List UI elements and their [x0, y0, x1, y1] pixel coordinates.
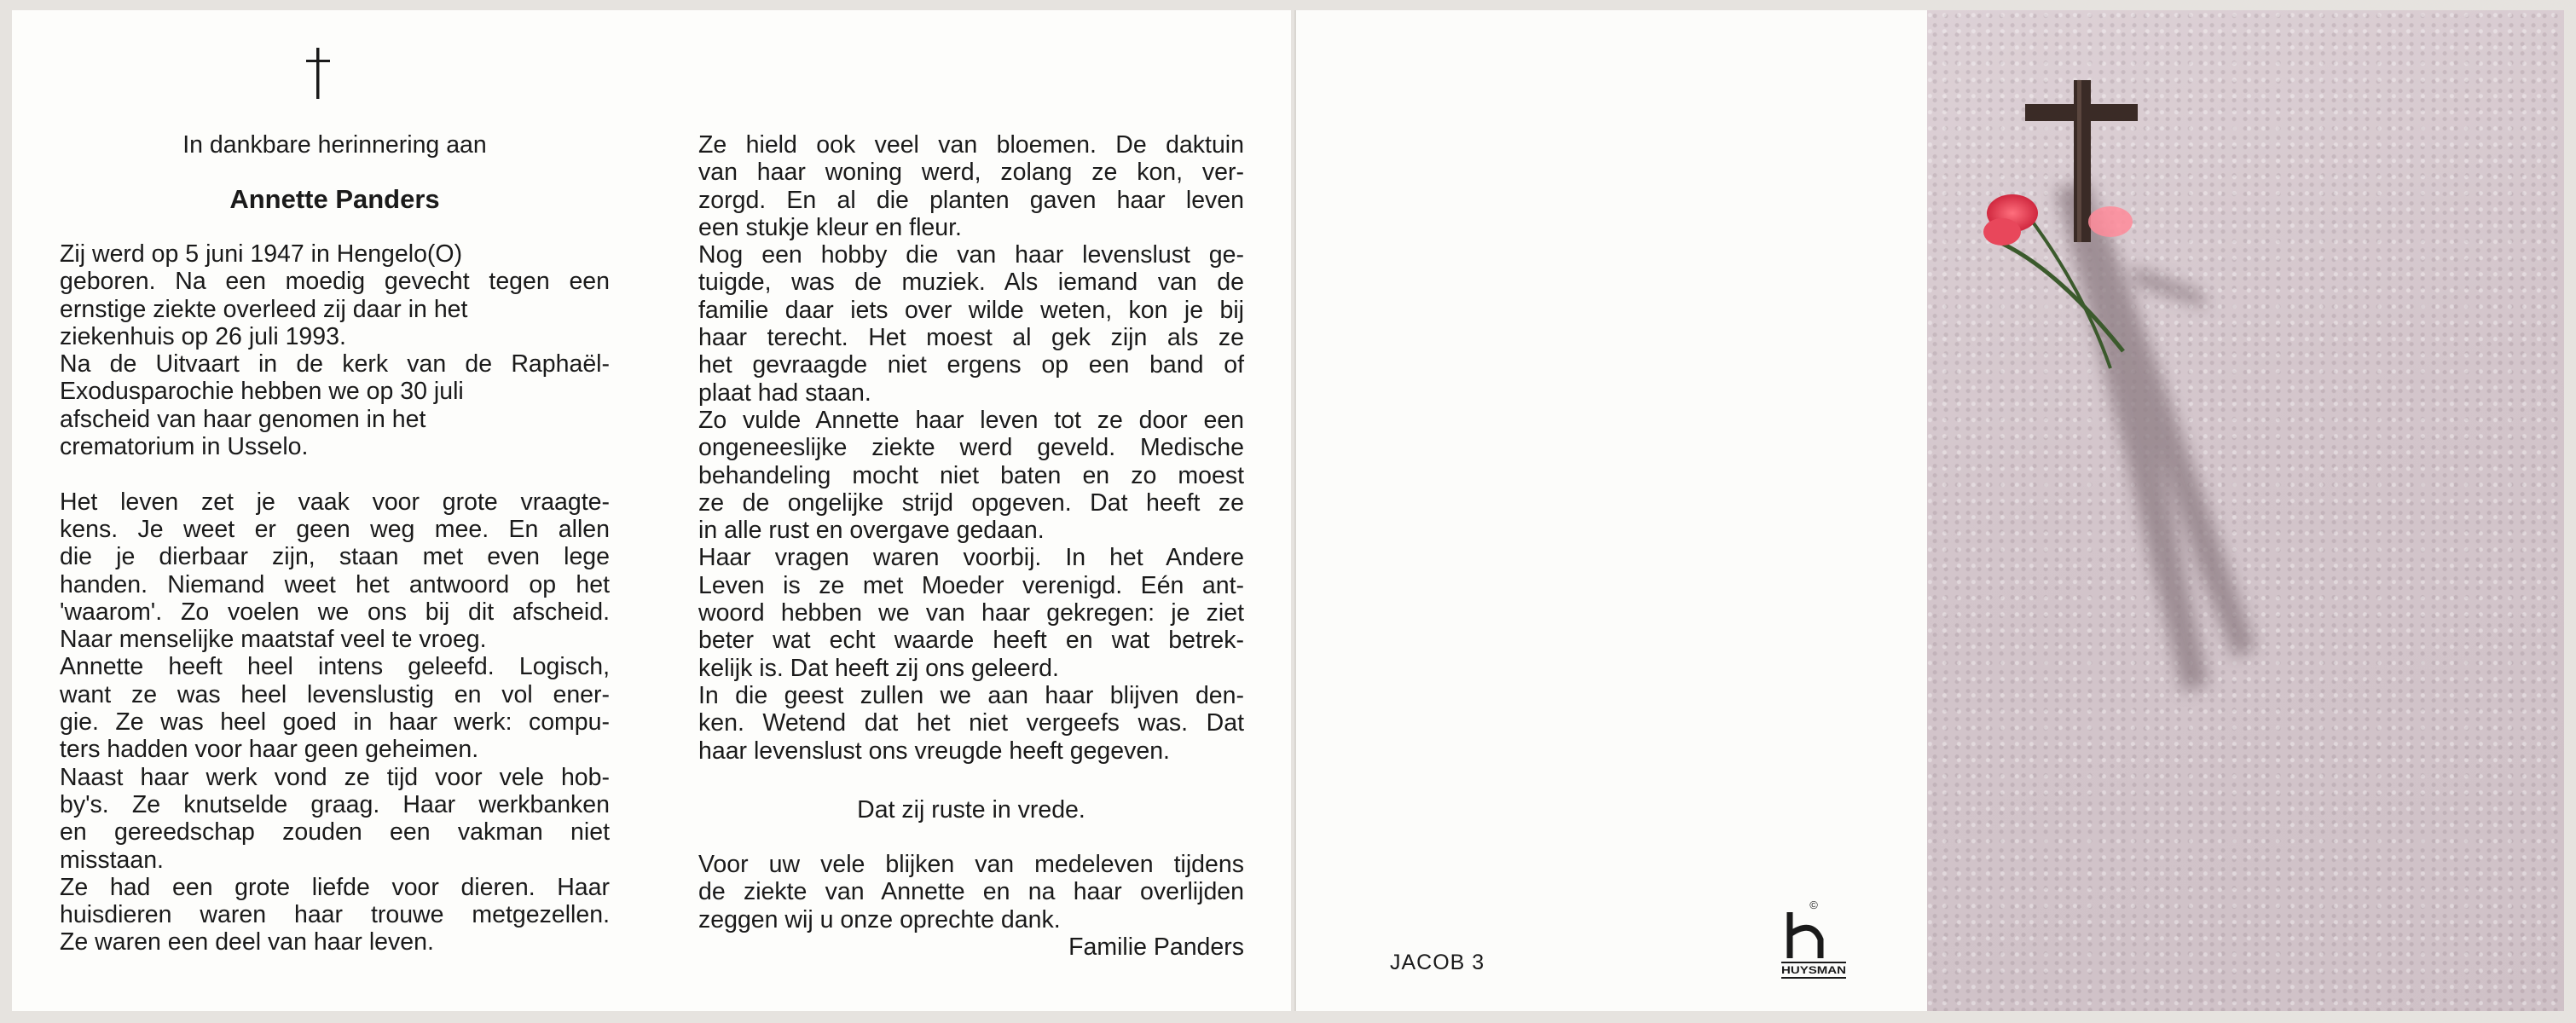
obituary-line: die je dierbaar zijn, staan met even lege: [60, 543, 610, 571]
obituary-line: woord hebben we van haar gekregen: je ziet: [698, 599, 1244, 627]
obituary-line: Leven is ze met Moeder verenigd. Eén ant-: [698, 571, 1244, 599]
cross-and-flower-photo: [1927, 10, 2564, 1011]
obituary-line: huisdieren waren haar trouwe metgezellen.: [60, 901, 610, 929]
obituary-line: van haar woning werd, zolang ze kon, ver-: [698, 159, 1244, 187]
memorial-card-inside: [12, 10, 1291, 1011]
thanks-line: de ziekte van Annette en na haar overlijden: [698, 878, 1244, 906]
obituary-line: ongeneeslijke ziekte werd geveld. Medische: [698, 434, 1244, 462]
obituary-line: Haar vragen waren voorbij. In het Andere: [698, 544, 1244, 572]
obituary-line: Naast haar werk vond ze tijd voor vele hob-: [60, 763, 610, 791]
dedication-intro: In dankbare herinnering aan: [182, 131, 487, 159]
obituary-line: want ze was heel levenslustig en vol ener-: [60, 680, 610, 708]
obituary-line: ze de ongelijke strijd opgeven. Dat heeft ze: [698, 488, 1244, 517]
deceased-name: Annette Panders: [229, 184, 440, 214]
obituary-line: een stukje kleur en fleur.: [698, 213, 962, 241]
obituary-line: gie. Ze was heel goed in haar werk: compu-: [60, 708, 610, 737]
obituary-line: afscheid van haar genomen in het: [60, 405, 426, 433]
obituary-line: ters hadden voor haar geen geheimen.: [60, 736, 479, 764]
thanks-line: zeggen wij u onze oprechte dank.: [698, 905, 1061, 933]
obituary-column-1: [60, 240, 610, 957]
svg-text:©: ©: [1809, 899, 1818, 911]
obituary-line: en gereedschap zouden een vakman niet: [60, 818, 610, 847]
obituary-line: Ze hield ook veel van bloemen. De daktuin: [698, 131, 1244, 159]
obituary-line: crematorium in Usselo.: [60, 433, 309, 461]
obituary-line: haar levenslust ons vreugde heeft gegeven.: [698, 737, 1170, 765]
obituary-line: 'waarom'. Zo voelen we ons bij dit afscheid.: [60, 598, 610, 626]
obituary-line: Het leven zet je vaak voor grote vraagte-: [60, 488, 610, 516]
obituary-line: Zij werd op 5 juni 1947 in Hengelo(O): [60, 240, 463, 268]
obituary-line: Nog een hobby die van haar levenslust ge-: [698, 241, 1244, 269]
obituary-line: Na de Uitvaart in de kerk van de Raphaël-: [60, 350, 610, 379]
obituary-line: Zo vulde Annette haar leven tot ze door een: [698, 406, 1244, 434]
obituary-line: Naar menselijke maatstaf veel te vroeg.: [60, 626, 487, 654]
rest-in-peace-line: Dat zij ruste in vrede.: [857, 796, 1085, 824]
obituary-column-2: [698, 131, 1244, 765]
obituary-line: ernstige ziekte overleed zij daar in het: [60, 295, 468, 323]
memorial-card-outside: [1296, 10, 2564, 1011]
obituary-line: Ze had een grote liefde voor dieren. Haar: [60, 873, 610, 901]
obituary-line: haar terecht. Het moest al gek zijn als ze: [698, 324, 1244, 352]
obituary-line: plaat had staan.: [698, 379, 871, 407]
obituary-line: in alle rust en overgave gedaan.: [698, 517, 1045, 545]
obituary-line: ken. Wetend dat het niet vergeefs was. Dat: [698, 709, 1244, 737]
obituary-line: het gevraagde niet ergens op een band of: [698, 351, 1244, 379]
cross-icon: [298, 46, 339, 101]
obituary-line: behandeling mocht niet baten en zo moest: [698, 461, 1244, 489]
obituary-line: familie daar iets over wilde weten, kon je bij: [698, 296, 1244, 324]
svg-text:HUYSMAN: HUYSMAN: [1781, 964, 1846, 976]
obituary-line: ziekenhuis op 26 juli 1993.: [60, 322, 346, 350]
obituary-line: Exodusparochie hebben we op 30 juli: [60, 378, 464, 406]
cover-photo-wall: [1927, 10, 2564, 1011]
obituary-line: kelijk is. Dat heeft zij ons geleerd.: [698, 654, 1059, 682]
obituary-line: Annette heeft heel intens geleefd. Logisch,: [60, 653, 610, 681]
obituary-line: tuigde, was de muziek. Als iemand van de: [698, 269, 1244, 297]
obituary-line: geboren. Na een moedig gevecht tegen een: [60, 268, 610, 296]
obituary-line: [60, 460, 610, 488]
obituary-line: handen. Niemand weet het antwoord op het: [60, 570, 610, 598]
obituary-line: zorgd. En al die planten gaven haar leven: [698, 186, 1244, 214]
family-signature: Familie Panders: [1068, 933, 1244, 961]
thanks-line: Voor uw vele blijken van medeleven tijdens: [698, 851, 1244, 878]
printer-logo: [1778, 897, 1850, 986]
thanks-paragraph: [698, 851, 1244, 961]
obituary-line: Ze waren een deel van haar leven.: [60, 928, 434, 957]
obituary-line: by's. Ze knutselde graag. Haar werkbanken: [60, 790, 610, 818]
print-code: JACOB 3: [1390, 951, 1485, 974]
obituary-line: misstaan.: [60, 846, 164, 874]
obituary-line: beter wat echt waarde heeft en wat betrek-: [698, 627, 1244, 655]
obituary-line: In die geest zullen we aan haar blijven den-: [698, 681, 1244, 709]
obituary-line: kens. Je weet er geen weg mee. En allen: [60, 515, 610, 543]
